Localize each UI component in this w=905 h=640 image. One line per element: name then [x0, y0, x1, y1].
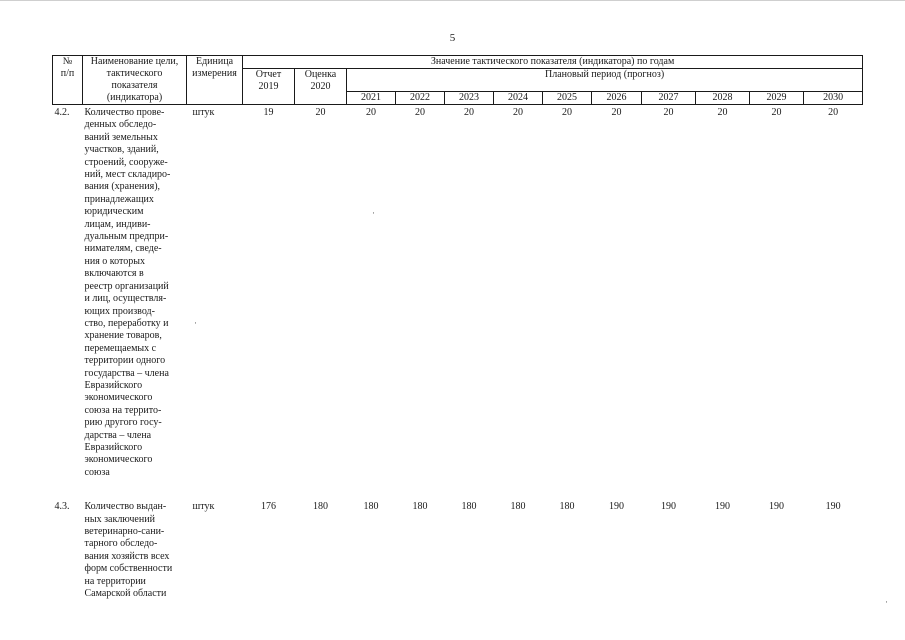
- row-value: 180: [461, 501, 477, 513]
- row-name: Количество прове- денных обследо- ваний земельных участков, зданий, строений, сооруже- ний, мест складиро- вания (хранения), принадлежащих юридическим лицам, индиви- дуальным предпри- нимателям, сведе- ния о которых включаются в реестр организаций и лиц, осуществля- ющих производ- ство, переработку и хранение товаров, перемещаемых с территории одного государства – члена Евразийского экономического союза на террито- рию другого госу- дарства – члена Евразийского экономического союза: [84, 107, 171, 478]
- row-value: 20: [513, 107, 523, 118]
- row-number: 4.2.: [54, 107, 70, 118]
- row-value: 190: [715, 501, 730, 513]
- header-year: 2026: [592, 92, 642, 105]
- row-value: 20: [562, 107, 572, 118]
- row-value: 20: [415, 107, 425, 118]
- header-year: 2022: [396, 92, 445, 105]
- header-year: 2024: [494, 92, 543, 105]
- header-plan-period: Плановый период (прогноз): [347, 69, 863, 92]
- row-value: 20: [464, 107, 474, 118]
- row-value: 20: [771, 107, 782, 118]
- top-edge-rule: [0, 0, 905, 1]
- row-value: 190: [769, 501, 784, 513]
- row-value: 180: [510, 501, 526, 513]
- scan-speck: ·: [885, 597, 888, 607]
- row-number: 4.3.: [54, 501, 70, 513]
- header-values-group: Значение тактического показателя (индикатора) по годам: [243, 56, 863, 69]
- row-value: 19: [263, 107, 274, 118]
- header-report-2019: Отчет 2019: [243, 69, 295, 105]
- scan-speck: ·: [194, 318, 197, 328]
- header-year: 2021: [347, 92, 396, 105]
- row-value: 20: [611, 107, 622, 118]
- row-name: Количество выдан- ных заключений ветеринарно-сани- тарного обследо- вания хозяйств всех форм собственности на территории Самарской области: [84, 501, 173, 600]
- row-value: 20: [717, 107, 728, 118]
- scan-speck: ·: [372, 208, 375, 218]
- row-value: 20: [828, 107, 839, 118]
- row-value: 180: [363, 501, 379, 513]
- row-unit: штук: [192, 107, 215, 118]
- row-value: 180: [313, 501, 328, 513]
- header-unit: Единица измерения: [187, 56, 243, 105]
- table-row: [53, 479, 863, 600]
- row-value: 180: [559, 501, 575, 513]
- header-year: 2030: [804, 92, 863, 105]
- row-name-cell: [83, 479, 187, 600]
- header-estimate-2020: Оценка 2020: [295, 69, 347, 105]
- header-year: 2027: [642, 92, 696, 105]
- row-value: 20: [663, 107, 674, 118]
- row-unit: штук: [192, 501, 215, 513]
- header-year: 2025: [543, 92, 592, 105]
- row-value: 180: [412, 501, 428, 513]
- page-number: 5: [449, 32, 456, 44]
- row-value: 20: [315, 107, 326, 118]
- header-year: 2029: [750, 92, 804, 105]
- header-year: 2023: [445, 92, 494, 105]
- header-name: Наименование цели, тактического показателя (индикатора): [83, 56, 187, 105]
- row-value: 176: [261, 501, 276, 513]
- header-year: 2028: [696, 92, 750, 105]
- table-row: [53, 105, 863, 480]
- row-value: 190: [609, 501, 624, 513]
- indicator-table: [52, 55, 863, 600]
- row-value: 190: [825, 501, 841, 513]
- header-num: № п/п: [53, 56, 83, 105]
- row-value: 20: [366, 107, 376, 118]
- row-name-cell: [83, 105, 187, 480]
- row-value: 190: [661, 501, 676, 513]
